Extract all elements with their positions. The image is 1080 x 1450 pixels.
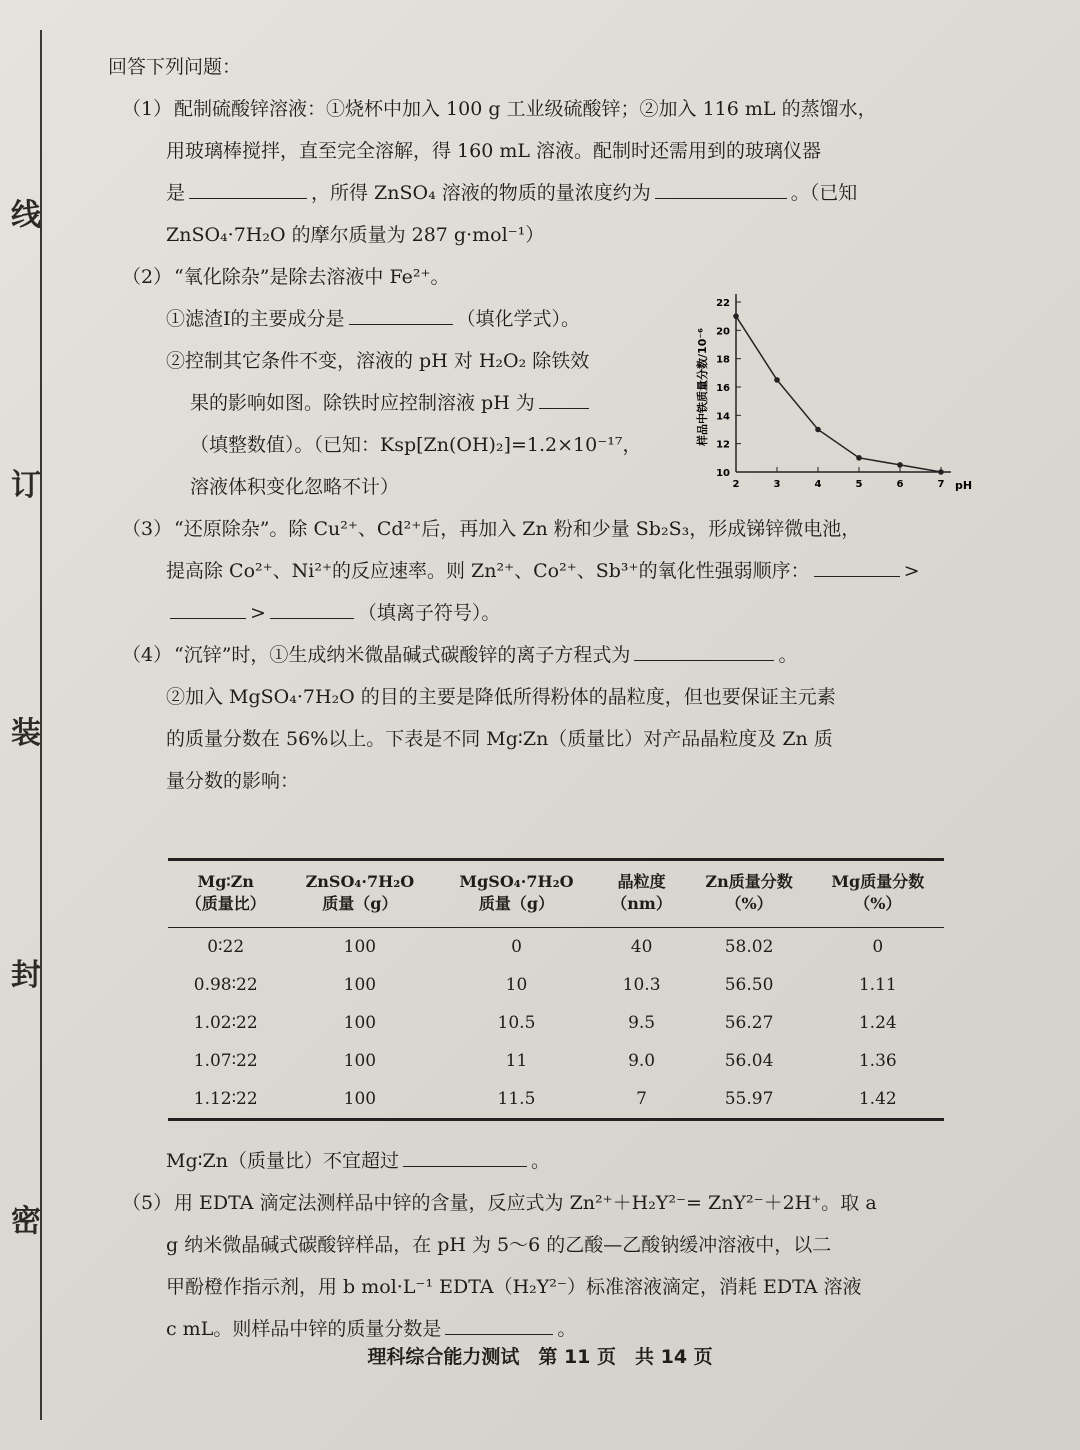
table-body [168, 928, 944, 1120]
question-content-lower [108, 1140, 958, 1350]
q4-blank-ratio[interactable] [403, 1144, 527, 1167]
x-tick-label: 3 [773, 479, 781, 490]
q3-gt-2: > [250, 602, 266, 624]
q1-line-3 [108, 172, 958, 214]
q3-line-2 [108, 550, 958, 592]
table-cell: 1.07∶22 [193, 1051, 258, 1071]
table-cell: 1.02∶22 [193, 1013, 258, 1033]
table-header-5 [812, 860, 944, 928]
q1-text-1: 配制硫酸锌溶液：①烧杯中加入 100 g 工业级硫酸锌；②加入 116 mL 的蒸馏水， [174, 98, 877, 120]
table-row [168, 928, 944, 967]
table-cell: 10.3 [622, 975, 661, 995]
q3-number: （3） [122, 518, 173, 540]
x-tick-label: 5 [855, 479, 863, 490]
table-header-line: 晶粒度 [617, 872, 666, 891]
table-cell: 1.36 [858, 1051, 897, 1071]
q3-line-3 [108, 592, 958, 634]
x-tick-label: 4 [814, 479, 822, 490]
q3-line-1 [108, 508, 958, 550]
q1-text-3a: 是 [166, 182, 186, 204]
y-tick-label: 16 [716, 383, 730, 394]
intro-text: 回答下列问题： [108, 56, 242, 78]
y-tick-label: 12 [716, 439, 730, 451]
q3-blank-ion-2[interactable] [170, 596, 246, 619]
data-point [733, 313, 739, 319]
q4-text-1b: 。 [778, 644, 798, 666]
q2-text-1: “氧化除杂”是除去溶液中 Fe²⁺。 [174, 266, 450, 288]
table-cell: 56.50 [724, 975, 774, 995]
data-point [774, 377, 780, 383]
q4-line-4: 量分数的影响： [166, 770, 300, 792]
q2-line-3: ②控制其它条件不变，溶液的 pH 对 H₂O₂ 除铁效 [166, 350, 590, 372]
binding-char-xian: 线 [11, 198, 41, 233]
q4-line-5 [108, 1140, 958, 1182]
q1-number: （1） [122, 98, 173, 120]
y-tick-label: 14 [716, 411, 730, 423]
table-header-0 [168, 860, 283, 928]
table-cell: 100 [343, 1051, 377, 1071]
q4-line-3: 的质量分数在 56%以上。下表是不同 Mg∶Zn（质量比）对产品晶粒度及 Zn 质 [166, 728, 833, 750]
q5-line-1 [108, 1182, 958, 1224]
table-row [168, 1080, 944, 1120]
table-cell: 10 [505, 975, 528, 995]
table-header-line: （%） [854, 894, 902, 913]
table-header-line: （%） [725, 894, 773, 913]
q4-number: （4） [122, 644, 173, 666]
table-header-row [168, 860, 944, 928]
q4-text-1a: “沉锌”时，①生成纳米微晶碱式碳酸锌的离子方程式为 [174, 644, 631, 666]
table-header-line: ZnSO₄·7H₂O [305, 872, 415, 891]
table-header-line: Mg∶Zn [197, 872, 254, 891]
table-cell: 1.24 [858, 1013, 897, 1033]
data-point [897, 462, 903, 468]
q2-text-2b: （填化学式）。 [456, 308, 581, 330]
q5-text-1: 用 EDTA 滴定法测样品中锌的含量，反应式为 Zn²⁺＋H₂Y²⁻= ZnY²⁻＋2H⁺。取 a [174, 1192, 877, 1214]
table-cell: 100 [343, 1013, 377, 1033]
table-cell: 0∶22 [207, 937, 245, 957]
table-cell: 11 [505, 1051, 528, 1071]
data-point [856, 455, 862, 461]
table-cell: 56.27 [724, 1013, 774, 1033]
q3-gt-1: > [903, 560, 920, 582]
q1-blank-concentration[interactable] [655, 176, 787, 199]
table-cell: 9.5 [628, 1013, 656, 1033]
x-tick-label: 2 [732, 479, 740, 490]
q3-text-2a: 提高除 Co²⁺、Ni²⁺的反应速率。则 Zn²⁺、Co²⁺、Sb³⁺的氧化性强弱顺序： [166, 560, 810, 582]
table-row [168, 1004, 944, 1042]
table-cell: 7 [597, 1080, 687, 1120]
table-cell: 55.97 [687, 1080, 812, 1120]
table-row [168, 966, 944, 1004]
binding-char-ding: 订 [11, 468, 41, 503]
q3-text-3b: （填离子符号）。 [357, 602, 501, 624]
table-cell: 1.11 [858, 975, 897, 995]
q4-line-1 [108, 634, 958, 676]
q1-text-3c: 。（已知 [790, 182, 858, 204]
q5-line-3: 甲酚橙作指示剂，用 b mol·L⁻¹ EDTA（H₂Y²⁻）标准溶液滴定，消耗 EDTA 溶液 [166, 1276, 862, 1298]
binding-char-feng: 封 [11, 958, 41, 993]
table-cell: 0.98∶22 [193, 975, 258, 995]
table-cell: 40 [630, 937, 653, 957]
x-tick-label: 6 [896, 479, 904, 490]
q5-text-4a: c mL。则样品中锌的质量分数是 [166, 1318, 442, 1340]
y-tick-label: 18 [716, 354, 730, 366]
x-axis-label: pH [955, 479, 973, 492]
x-tick-label: 7 [937, 479, 945, 490]
q5-number: （5） [122, 1192, 173, 1214]
table-cell: 10.5 [497, 1013, 536, 1033]
y-tick-label: 22 [716, 298, 730, 309]
y-tick-label: 20 [716, 326, 730, 338]
q2-text-4a: 果的影响如图。除铁时应控制溶液 pH 为 [190, 392, 535, 414]
q5-text-4b: 。 [557, 1318, 577, 1340]
table-header-2 [436, 860, 596, 928]
table-header-line: 质量（g） [478, 894, 555, 913]
q2-blank-ph[interactable] [539, 386, 589, 409]
table-cell: 0 [511, 937, 522, 957]
ph-iron-chart [676, 282, 976, 512]
q2-line-5: （填整数值）。（已知：Ksp[Zn(OH)₂]=1.2×10⁻¹⁷， [190, 434, 642, 456]
table-cell: 58.02 [724, 937, 774, 957]
table-header-line: Zn质量分数 [705, 872, 793, 891]
q4-blank-equation[interactable] [634, 638, 774, 661]
q2-number: （2） [122, 266, 173, 288]
binding-char-mi: 密 [11, 1204, 41, 1239]
table-header-line: （nm） [611, 894, 672, 913]
q5-line-2: g 纳米微晶碱式碳酸锌样品，在 pH 为 5～6 的乙酸—乙酸钠缓冲溶液中，以二 [166, 1234, 832, 1256]
table-cell: 1.12∶22 [168, 1080, 283, 1120]
series-line [736, 316, 941, 472]
table-header-4 [687, 860, 812, 928]
binding-char-zhuang: 装 [11, 716, 41, 751]
q1-line-4: ZnSO₄·7H₂O 的摩尔质量为 287 g·mol⁻¹） [166, 224, 545, 246]
table-cell: 1.42 [812, 1080, 944, 1120]
q2-text-2a: ①滤渣Ⅰ的主要成分是 [166, 308, 345, 330]
q4-line-2: ②加入 MgSO₄·7H₂O 的目的主要是降低所得粉体的晶粒度，但也要保证主元素 [166, 686, 836, 708]
q4-text-5b: 。 [531, 1150, 551, 1172]
table-header-line: MgSO₄·7H₂O [459, 872, 574, 891]
table-cell: 100 [283, 1080, 436, 1120]
table-row [168, 1042, 944, 1080]
q1-line-2: 用玻璃棒搅拌，直至完全溶解，得 160 mL 溶液。配制时还需用到的玻璃仪器 [166, 140, 822, 162]
table-cell: 0 [872, 937, 884, 957]
data-point [815, 427, 821, 433]
table-header-line: （质量比） [185, 894, 266, 913]
table-header-line: 质量（g） [322, 894, 398, 913]
table-header-line: Mg质量分数 [831, 872, 925, 891]
q1-line-1 [108, 88, 958, 130]
table-header-3 [597, 860, 687, 928]
table-header-1 [283, 860, 436, 928]
y-axis-label: 样品中铁质量分数/10⁻⁶ [696, 328, 709, 446]
table-cell: 56.04 [724, 1051, 774, 1071]
table-cell: 100 [343, 937, 377, 957]
table-cell: 11.5 [436, 1080, 596, 1120]
table-cell: 100 [343, 975, 377, 995]
page-footer: 理科综合能力测试 第 11 页 共 14 页 [367, 1346, 713, 1368]
table-cell: 9.0 [628, 1051, 656, 1071]
q1-text-3b: ，所得 ZnSO₄ 溶液的物质的量浓度约为 [311, 182, 651, 204]
q2-blank-residue[interactable] [349, 302, 453, 325]
q2-line-6: 溶液体积变化忽略不计） [190, 476, 400, 498]
q3-text-1: “还原除杂”。除 Cu²⁺、Cd²⁺后，再加入 Zn 粉和少量 Sb₂S₃，形成锑锌微电池， [174, 518, 861, 540]
q1-blank-instrument[interactable] [189, 176, 307, 199]
y-tick-label: 10 [716, 468, 730, 479]
mg-zn-table [168, 858, 944, 1121]
q3-blank-ion-3[interactable] [270, 596, 354, 619]
data-point [938, 469, 944, 475]
q4-text-5a: Mg∶Zn（质量比）不宜超过 [166, 1150, 400, 1172]
q3-blank-ion-1[interactable] [814, 554, 900, 577]
q5-blank-mass-fraction[interactable] [445, 1312, 553, 1335]
